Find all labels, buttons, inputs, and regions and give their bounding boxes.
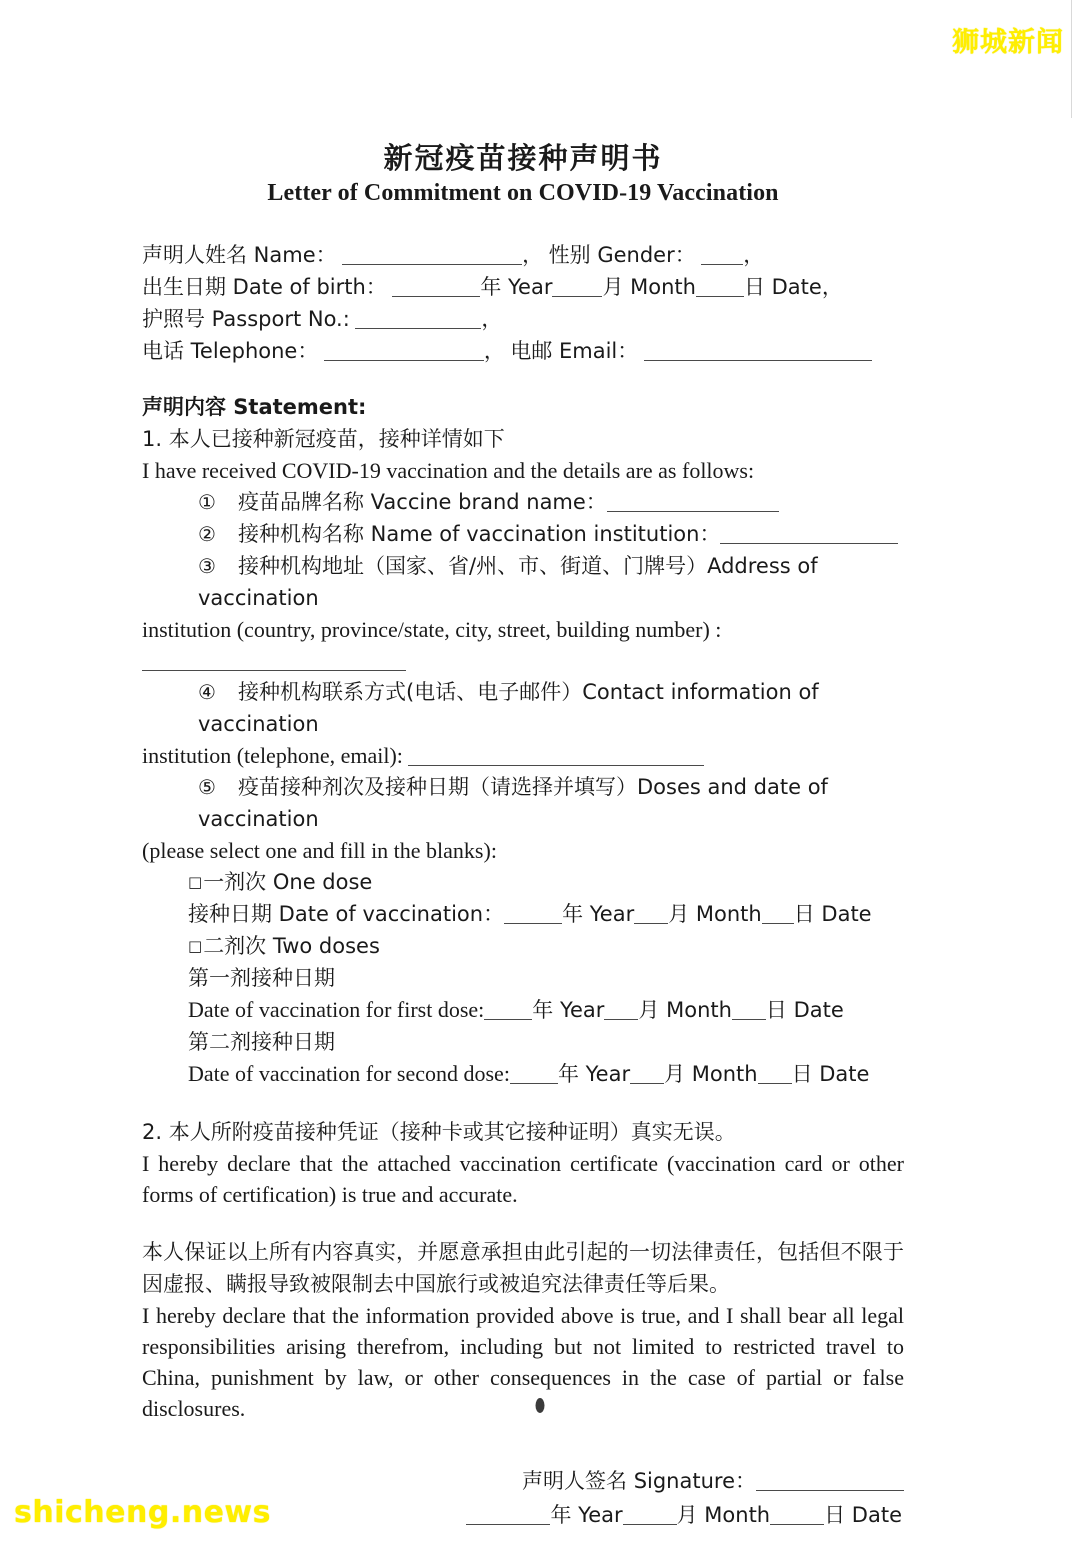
list-marker-3: ③ (198, 554, 216, 579)
list-marker-2: ② (198, 522, 216, 547)
second-dose-month-blank[interactable] (630, 1066, 664, 1084)
vaccine-brand-label: 疫苗品牌名称 Vaccine brand name： (238, 490, 607, 515)
name-input-blank[interactable] (342, 247, 522, 265)
dose-option-one[interactable] (142, 866, 904, 898)
dob-month-unit: 月 Month (602, 275, 696, 300)
one-dose-label: 一剂次 One dose (203, 870, 373, 895)
gender-separator: ， (743, 243, 765, 268)
institution-name-label: 接种机构名称 Name of vaccination institution： (238, 522, 721, 547)
list-marker-4: ④ (198, 680, 216, 705)
one-dose-day-blank[interactable] (762, 906, 794, 924)
item1-sub2 (142, 518, 904, 550)
signature-day-blank[interactable] (770, 1507, 824, 1525)
second-dose-label-en: Date of vaccination for second dose: (188, 1061, 510, 1087)
signature-input-blank[interactable] (756, 1473, 904, 1491)
one-dose-date-label: 接种日期 Date of vaccination： (188, 902, 505, 927)
signature-row (142, 1464, 904, 1498)
item1-sub3-blank-row (142, 645, 904, 676)
first-dose-month-blank[interactable] (604, 1002, 638, 1020)
item1-sub5-line2: (please select one and fill in the blanks): (142, 838, 497, 864)
item1-chinese (142, 423, 904, 455)
item3-cn-text: 本人保证以上所有内容真实，并愿意承担由此引起的一切法律责任，包括但不限于因虚报、瞒报导致被限制去中国旅行或被追究法律责任等后果。 (142, 1240, 904, 1297)
scan-edge-line (1071, 0, 1072, 118)
contact-label-en: institution (telephone, email): (142, 743, 403, 769)
item1-cn-text: 1. 本人已接种新冠疫苗，接种详情如下 (142, 427, 505, 452)
item1-sub4-line1 (142, 676, 904, 740)
checkbox-two-doses-icon[interactable]: □ (188, 937, 203, 956)
second-dose-day-blank[interactable] (758, 1066, 792, 1084)
second-dose-year-unit: 年 Year (557, 1062, 631, 1087)
one-dose-day-unit: 日 Date (793, 902, 872, 927)
field-row-contact (142, 335, 904, 367)
page-title-english: Letter of Commitment on COVID-19 Vaccination (267, 180, 779, 207)
first-dose-year-unit: 年 Year (532, 998, 605, 1023)
gender-input-blank[interactable] (701, 247, 743, 265)
vaccine-brand-blank[interactable] (607, 494, 779, 512)
telephone-input-blank[interactable] (324, 343, 484, 361)
item3-chinese (142, 1236, 904, 1300)
doses-label-cn: 疫苗接种剂次及接种日期（请选择并填写）Doses and date of vaccination (198, 775, 828, 832)
one-dose-month-unit: 月 Month (668, 902, 762, 927)
item2-english: I hereby declare that the attached vaccination certificate (vaccination card or other forms of certification) is true and accurate. (142, 1151, 904, 1208)
dob-day-blank[interactable] (696, 279, 744, 297)
second-dose-day-unit: 日 Date (791, 1062, 870, 1087)
dob-year-unit: 年 Year (480, 275, 553, 300)
signature-block (142, 1464, 904, 1532)
signature-year-blank[interactable] (466, 1507, 550, 1525)
one-dose-year-unit: 年 Year (562, 902, 635, 927)
item1-sub5-line1 (142, 771, 904, 835)
spacer-before-item2 (142, 1090, 904, 1116)
name-separator: ， (522, 243, 544, 268)
telephone-label: 电话 Telephone： (142, 339, 319, 364)
field-row-dob (142, 271, 904, 303)
signature-year-unit: 年 Year (550, 1503, 623, 1528)
first-dose-day-unit: 日 Date (765, 998, 844, 1023)
first-dose-month-unit: 月 Month (638, 998, 732, 1023)
signature-label: 声明人签名 Signature： (522, 1469, 756, 1494)
field-row-name (142, 239, 904, 271)
dob-year-blank[interactable] (392, 279, 480, 297)
second-dose-date-row (142, 1058, 904, 1090)
first-dose-label-cn: 第一剂接种日期 (188, 966, 335, 991)
two-doses-label: 二剂次 Two doses (203, 934, 380, 959)
signature-day-unit: 日 Date (824, 1503, 902, 1528)
signature-month-blank[interactable] (623, 1507, 677, 1525)
one-dose-date-row (142, 898, 904, 930)
second-dose-cn-row (142, 1026, 904, 1058)
item1-english: I have received COVID-19 vaccination and the details are as follows: (142, 458, 755, 484)
dob-end-separator: ， (821, 275, 843, 300)
first-dose-year-blank[interactable] (484, 1002, 532, 1020)
page-bottom-mark (536, 1398, 545, 1413)
passport-input-blank[interactable] (355, 311, 481, 329)
contact-label-cn: 接种机构联系方式(电话、电子邮件）Contact information of vaccination (198, 680, 819, 737)
item1-sub4-line2 (142, 740, 904, 771)
second-dose-label-cn: 第二剂接种日期 (188, 1030, 335, 1055)
spacer-before-item3 (142, 1210, 904, 1236)
telephone-separator: ， (483, 339, 505, 364)
first-dose-label-en: Date of vaccination for first dose: (188, 997, 485, 1023)
page-title-chinese: 新冠疫苗接种声明书 (383, 141, 663, 175)
list-marker-5: ⑤ (198, 775, 216, 800)
checkbox-one-dose-icon[interactable]: □ (188, 873, 203, 892)
watermark-top-right: 狮城新闻 (952, 27, 1064, 58)
statement-heading (142, 391, 904, 423)
list-marker-1: ① (198, 490, 216, 515)
contact-input-blank[interactable] (408, 748, 704, 766)
item1-sub3-line1 (142, 550, 904, 614)
item1-sub3-line2: institution (country, province/state, city, street, building number) : (142, 617, 722, 643)
item3-english: I hereby declare that the information provided above is true, and I shall bear all legal responsibilities arising therefrom, including but not limited to restricted travel to China, punishment by law, or other consequences in the case of partial or false disclosures. (142, 1303, 904, 1422)
item2-chinese (142, 1116, 904, 1148)
gender-label: 性别 Gender： (548, 243, 696, 268)
dose-option-two[interactable] (142, 930, 904, 962)
second-dose-year-blank[interactable] (510, 1066, 558, 1084)
passport-separator: ， (481, 307, 503, 332)
first-dose-day-blank[interactable] (732, 1002, 766, 1020)
signature-month-unit: 月 Month (676, 1503, 771, 1528)
dob-month-blank[interactable] (552, 279, 602, 297)
statement-heading-text: 声明内容 Statement: (142, 395, 367, 420)
address-label-cn: 接种机构地址（国家、省/州、市、街道、门牌号）Address of vaccination (198, 554, 818, 611)
item1-sub1 (142, 486, 904, 518)
one-dose-month-blank[interactable] (634, 906, 668, 924)
first-dose-date-row (142, 994, 904, 1026)
one-dose-year-blank[interactable] (504, 906, 562, 924)
signature-date-row (142, 1498, 904, 1532)
passport-label: 护照号 Passport No.: (142, 307, 350, 332)
name-label: 声明人姓名 Name： (142, 243, 337, 268)
email-label: 电邮 Email： (510, 339, 639, 364)
dob-label: 出生日期 Date of birth： (142, 275, 387, 300)
item2-cn-text: 2. 本人所附疫苗接种凭证（接种卡或其它接种证明）真实无误。 (142, 1120, 736, 1145)
address-input-blank[interactable] (142, 653, 406, 671)
document-content (142, 140, 904, 1532)
second-dose-month-unit: 月 Month (664, 1062, 758, 1087)
institution-name-blank[interactable] (720, 526, 898, 544)
first-dose-cn-row (142, 962, 904, 994)
field-row-passport (142, 303, 904, 335)
dob-day-unit: 日 Date (743, 275, 822, 300)
email-input-blank[interactable] (644, 343, 872, 361)
watermark-bottom-left: shicheng.news (14, 1495, 271, 1530)
